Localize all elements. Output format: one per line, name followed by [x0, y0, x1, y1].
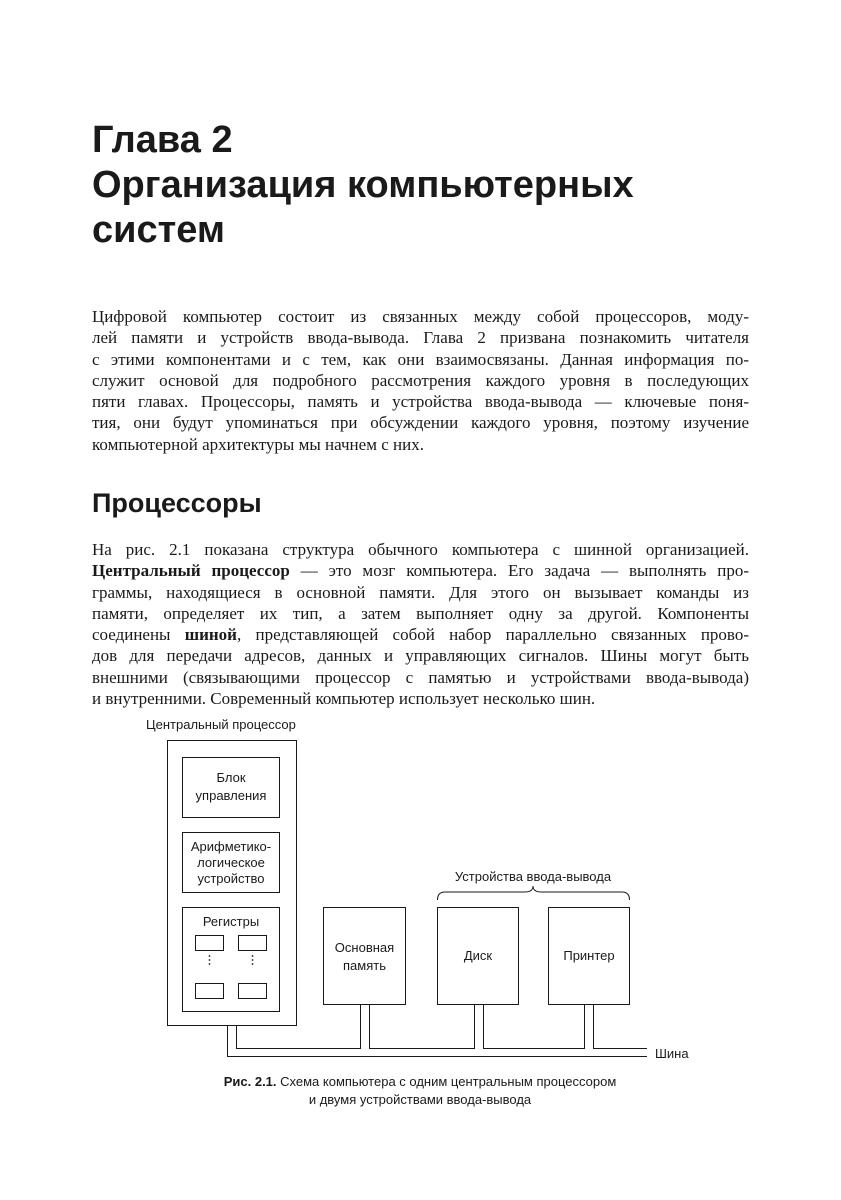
io-devices-label: Устройства ввода-вывода	[454, 869, 612, 884]
caption-line: и двумя устройствами ввода-вывода	[308, 1092, 532, 1107]
chapter-number: Глава 2	[92, 119, 233, 161]
paragraph-line: дов для передачи адресов, данных и управляющих сигналов. Шины могут быть	[92, 646, 749, 666]
main-memory-label: Основная	[334, 940, 395, 955]
paragraph-line: и внутренними. Современный компьютер использует несколько шин.	[92, 689, 596, 709]
bus-line	[237, 1005, 648, 1049]
main-memory-box	[324, 908, 406, 1005]
io-devices-brace	[438, 886, 630, 900]
chapter-title-line-1: Организация компьютерных	[92, 164, 634, 206]
term-cpu: Центральный процессор	[92, 561, 290, 581]
alu-label: устройство	[197, 871, 265, 886]
disk-label: Диск	[463, 948, 493, 963]
intro-line: компьютерной архитектуры мы начнем с них.	[92, 434, 424, 454]
control-unit-label: Блок	[216, 770, 246, 785]
register-cell	[196, 984, 224, 999]
alu-label: Арифметико-	[190, 839, 272, 854]
intro-line: пяти главах. Процессоры, память и устройства ввода-вывода — ключевые поня-	[92, 392, 749, 412]
chapter-title-line-2: систем	[92, 209, 225, 251]
main-memory-label: память	[343, 958, 386, 973]
intro-line: лей памяти и устройств ввода-вывода. Глава 2 призвана познакомить читателя	[92, 328, 749, 348]
register-cell	[239, 936, 267, 951]
control-unit-label: управления	[195, 788, 267, 803]
paragraph-line: памяти, определяет их тип, а затем выполняет одну за другой. Компоненты	[92, 603, 749, 623]
register-cell	[196, 936, 224, 951]
paragraph-line: внешними (связывающими процессор с памятью и устройствами ввода-вывода)	[92, 667, 749, 687]
caption-text: Схема компьютера с одним центральным процессором	[276, 1074, 617, 1089]
figure-caption	[140, 1073, 700, 1109]
intro-line: служит основой для подробного рассмотрения каждого уровня в последующих	[92, 370, 749, 390]
alu-label: логическое	[197, 855, 265, 870]
section-title: Процессоры	[92, 488, 262, 518]
intro-line: с этими компонентами и с тем, как они взаимосвязаны. Данная информация по-	[92, 349, 749, 369]
printer-label: Принтер	[563, 948, 615, 963]
caption-number: Рис. 2.1.	[223, 1074, 277, 1089]
bus-label: Шина	[655, 1046, 689, 1061]
cpu-label: Центральный процессор	[146, 717, 296, 732]
intro-line: Цифровой компьютер состоит из связанных между собой процессоров, моду-	[92, 307, 749, 326]
term-bus: шиной	[184, 625, 237, 645]
paragraph-text: соединены	[92, 625, 185, 645]
paragraph-line: граммы, находящиеся в основной памяти. Для этого он вызывает команды из	[92, 582, 749, 602]
intro-line: тия, они будут упоминаться при обсуждении каждого уровня, поэтому изучение	[92, 413, 749, 433]
register-cell	[239, 984, 267, 999]
caption-line	[140, 1073, 700, 1091]
paragraph-text: , представляющей собой набор параллельно связанных прово-	[236, 625, 749, 645]
paragraph-text: — это мозг компьютера. Его задача — выполнять про-	[289, 561, 749, 581]
paragraph-line: На рис. 2.1 показана структура обычного компьютера с шинной организацией.	[92, 540, 749, 559]
registers-label: Регистры	[202, 914, 260, 929]
